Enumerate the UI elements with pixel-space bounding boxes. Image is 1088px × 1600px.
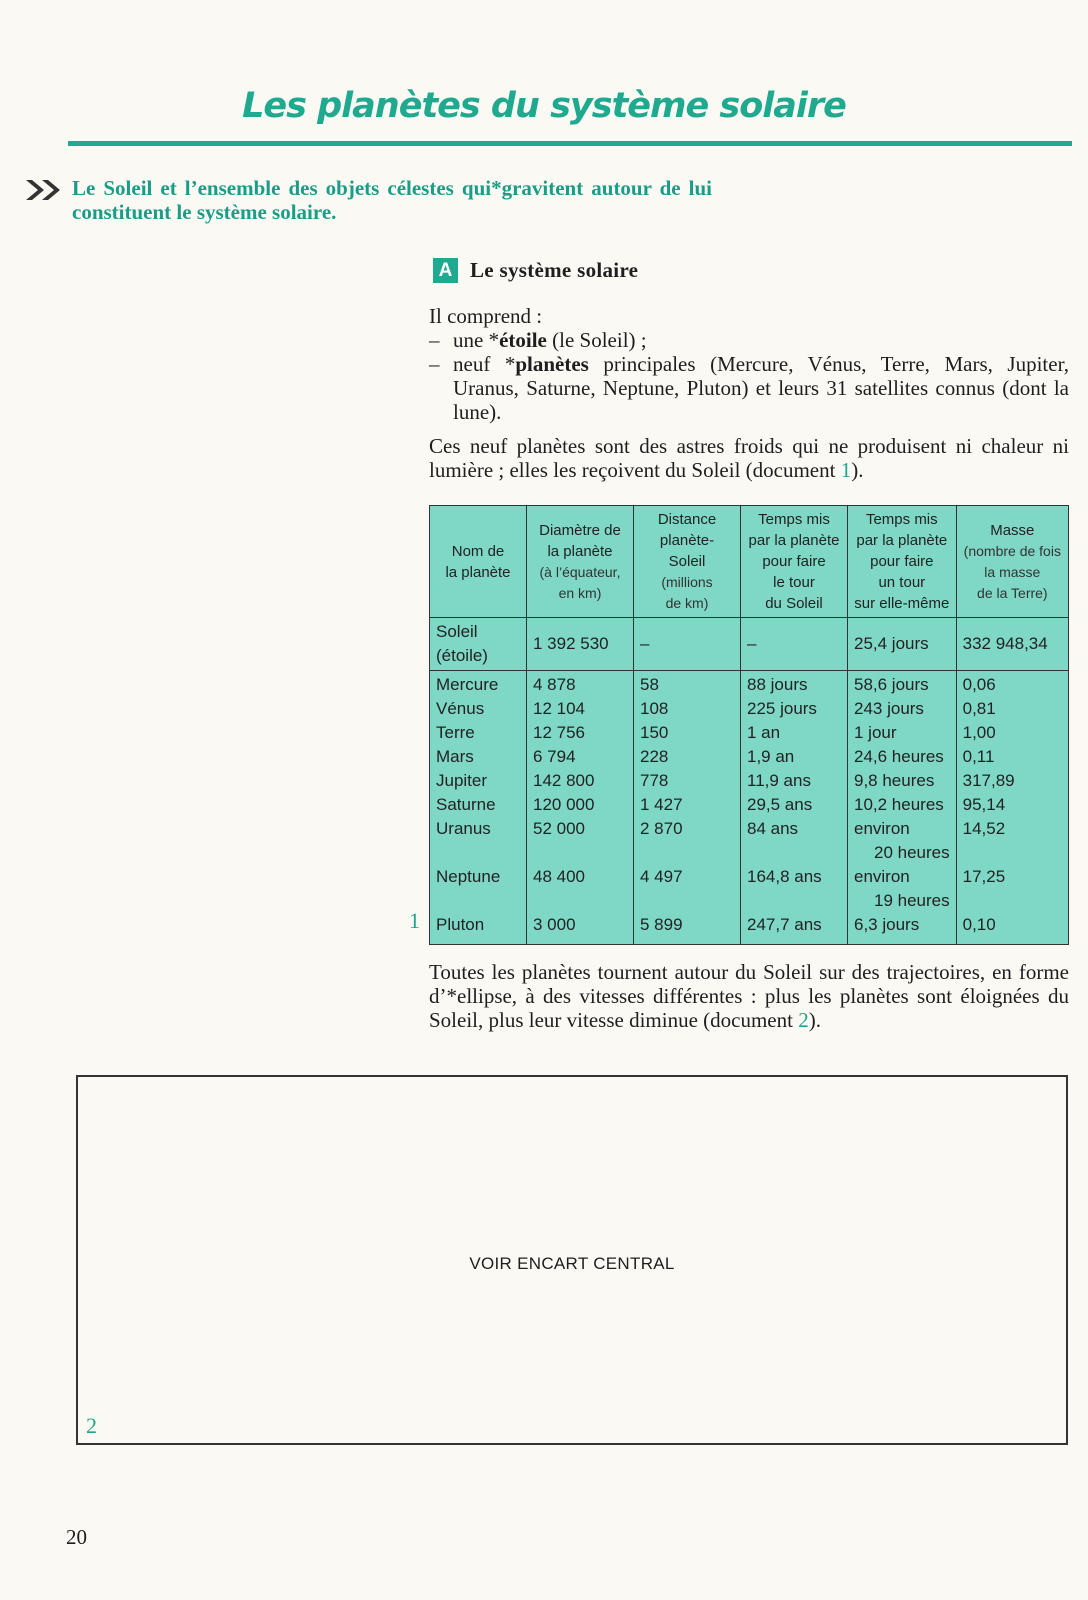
table-cell-line: 1 427 xyxy=(640,795,683,815)
table-cell-line: 12 756 xyxy=(533,723,585,743)
double-arrow-icon xyxy=(24,178,64,202)
table-cell-line: 1,00 xyxy=(962,723,996,743)
table-cell-line: 84 ans xyxy=(747,819,799,839)
table-cell-line: 20 heures xyxy=(874,843,950,863)
frame-label: VOIR ENCART CENTRAL xyxy=(469,1254,675,1273)
table-cell-line: 4 878 xyxy=(533,675,576,695)
composition-paragraph xyxy=(429,304,1069,424)
table-cell-line xyxy=(436,889,520,913)
table-cell-line xyxy=(436,841,520,865)
table-cell: 1 392 530 xyxy=(527,618,634,671)
table-cell: Soleil (étoile) xyxy=(430,618,527,671)
table-cell-line: 5 899 xyxy=(640,915,683,935)
table-cell-line: 11,9 ans xyxy=(747,771,811,791)
table-row-sun xyxy=(430,618,1069,671)
cold-planets-paragraph: Ces neuf planètes sont des astres froids qui ne produisent ni chaleur ni lumière ; elles les reçoivent du Soleil (document 1). xyxy=(429,434,1069,482)
table-cell-line: 0,06 xyxy=(962,675,996,695)
document-ref: 2 xyxy=(798,1008,809,1032)
header-distance: Distance planète- Soleil (millions de km) xyxy=(634,506,741,618)
table-cell-line: Saturne xyxy=(436,795,496,815)
table-cell-line: 317,89 xyxy=(962,771,1015,791)
table-cell-line: 10,2 heures xyxy=(854,795,944,815)
list-item: – neuf *planètes principales (Mercure, Vénus, Terre, Mars, Jupiter, Uranus, Saturne, Neptune, Pluton) et leurs 31 satellites connus (dont la lune). xyxy=(429,352,1069,424)
document-number-2: 2 xyxy=(86,1413,97,1438)
page-number: 20 xyxy=(66,1525,87,1549)
table-cell-line: 2 870 xyxy=(640,819,683,839)
table-row-planets xyxy=(430,671,1069,945)
table-cell-line: 1,9 an xyxy=(747,747,795,767)
table-cell-line xyxy=(640,841,734,865)
table-cell-line: environ xyxy=(854,867,910,887)
table-cell-line: 24,6 heures xyxy=(854,747,944,767)
header-nom: Nom de la planète xyxy=(430,506,527,618)
table-cell-line: 1 jour xyxy=(854,723,897,743)
table-cell-line: 58 xyxy=(640,675,659,695)
table-cell-line: 3 000 xyxy=(533,915,576,935)
orbits-paragraph: Toutes les planètes tournent autour du Soleil sur des trajectoires, en forme d’*ellipse, à des vitesses différentes : plus les planètes sont éloignées du Soleil, plus leur vitesse diminue (document 2). xyxy=(429,960,1069,1032)
table-cell-line: Mercure xyxy=(436,675,499,695)
section-title: Le système solaire xyxy=(470,258,639,282)
document-2-frame xyxy=(76,1075,1068,1445)
table-cell-line xyxy=(747,889,841,913)
table-cell-line: 9,8 heures xyxy=(854,771,935,791)
table-cell-line: Pluton xyxy=(436,915,485,935)
table-cell-line xyxy=(533,889,627,913)
table-cell: 25,4 jours xyxy=(848,618,957,671)
table-cell-line: Neptune xyxy=(436,867,501,887)
table-cell-line: 14,52 xyxy=(962,819,1006,839)
distance-column xyxy=(634,671,741,945)
table-cell-line: 95,14 xyxy=(962,795,1006,815)
header-temps-elle: Temps mis par la planète pour faire un tour sur elle-même xyxy=(848,506,957,618)
comprend-line: Il comprend : xyxy=(429,304,543,328)
table-cell-line: 12 104 xyxy=(533,699,585,719)
table-cell-line xyxy=(963,841,1062,865)
section-letter: A xyxy=(433,258,458,283)
table-cell-line: 0,81 xyxy=(962,699,996,719)
table-header-row xyxy=(430,506,1069,618)
header-diametre: Diamètre de la planète (à l’équateur, en km) xyxy=(527,506,634,618)
keyword-etoile: étoile xyxy=(499,328,547,352)
table-cell: 332 948,34 xyxy=(956,618,1068,671)
table-cell-line: 228 xyxy=(640,747,669,767)
rotation-time-column xyxy=(848,671,957,945)
table-cell-line: Vénus xyxy=(436,699,485,719)
table-cell-line: 142 800 xyxy=(533,771,595,791)
table-cell-line: 88 jours xyxy=(747,675,808,695)
table-cell-line: 0,11 xyxy=(962,747,995,767)
table-cell-line xyxy=(533,841,627,865)
mass-column xyxy=(956,671,1068,945)
orbit-time-column xyxy=(741,671,848,945)
table-cell-line: 225 jours xyxy=(747,699,817,719)
table-cell-line: 150 xyxy=(640,723,669,743)
table-cell-line: 108 xyxy=(640,699,669,719)
table-cell-line: 4 497 xyxy=(640,867,683,887)
table-cell-line: 48 400 xyxy=(533,867,585,887)
table-cell: – xyxy=(741,618,848,671)
table-cell-line xyxy=(747,841,841,865)
table-cell: – xyxy=(634,618,741,671)
table-cell-line: 243 jours xyxy=(854,699,924,719)
planet-name-column xyxy=(430,671,527,945)
table-cell-line: 19 heures xyxy=(874,891,950,911)
table-cell-line: 6 794 xyxy=(533,747,576,767)
table-cell-line: 0,10 xyxy=(962,915,996,935)
table-cell-line xyxy=(963,889,1062,913)
intro-statement: Le Soleil et l’ensemble des objets célestes qui*gravitent autour de lui constituent le système solaire. xyxy=(72,176,712,224)
table-cell-line: 164,8 ans xyxy=(747,867,822,887)
document-ref: 1 xyxy=(840,458,852,482)
table-cell-line: 778 xyxy=(640,771,669,791)
table-cell-line: 1 an xyxy=(747,723,781,743)
planets-table xyxy=(429,505,1069,945)
table-cell-line: 17,25 xyxy=(962,867,1006,887)
header-masse: Masse (nombre de fois la masse de la Terre) xyxy=(956,506,1068,618)
table-cell-line xyxy=(640,889,734,913)
diameter-column xyxy=(527,671,634,945)
title-rule xyxy=(68,141,1072,146)
page-title: Les planètes du système solaire xyxy=(242,86,846,126)
document-number-1: 1 xyxy=(409,908,420,933)
table-cell-line: 58,6 jours xyxy=(854,675,929,695)
table-cell-line: Uranus xyxy=(436,819,491,839)
table-cell-line: 120 000 xyxy=(533,795,595,815)
list-item: – une *étoile (le Soleil) ; xyxy=(429,328,647,352)
section-heading xyxy=(433,258,638,283)
table-cell-line: Mars xyxy=(436,747,474,767)
table-cell-line: Terre xyxy=(436,723,475,743)
table-cell-line: Jupiter xyxy=(436,771,488,791)
table-cell-line: 29,5 ans xyxy=(747,795,813,815)
table-cell-line: 52 000 xyxy=(533,819,585,839)
table-cell-line: 247,7 ans xyxy=(747,915,822,935)
header-temps-soleil: Temps mis par la planète pour faire le tour du Soleil xyxy=(741,506,848,618)
table-cell-line: environ xyxy=(854,819,910,839)
table-cell-line: 6,3 jours xyxy=(854,915,920,935)
keyword-planetes: planètes xyxy=(515,352,589,376)
